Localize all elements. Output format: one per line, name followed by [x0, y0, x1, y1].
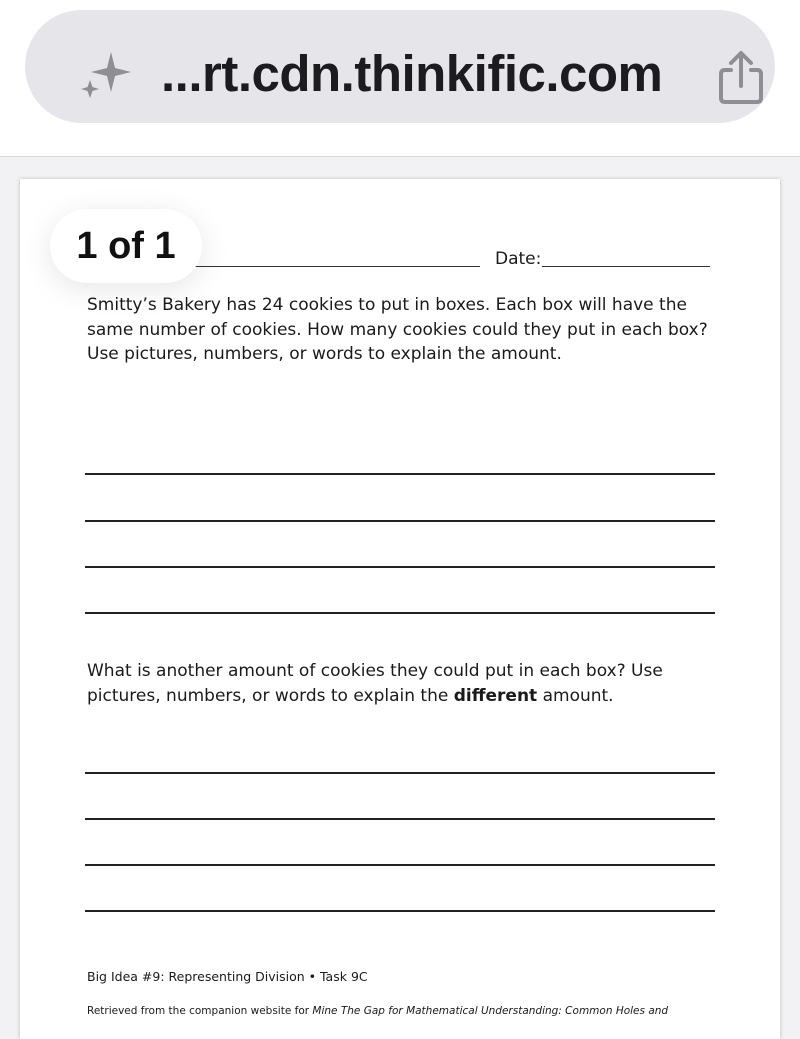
answer-line: [85, 566, 715, 568]
answer-line: [85, 818, 715, 820]
name-blank-line: [192, 266, 480, 267]
browser-toolbar: [0, 0, 800, 157]
answer-line: [85, 910, 715, 912]
question-2: [87, 659, 727, 708]
date-blank-line: [542, 266, 710, 267]
document-viewer[interactable]: [0, 157, 800, 1019]
footer-source-prefix: Retrieved from the companion website for: [87, 1005, 313, 1017]
answer-line: [85, 520, 715, 522]
answer-line: [85, 864, 715, 866]
share-icon[interactable]: [715, 50, 767, 106]
url-text[interactable]: ...rt.cdn.thinkific.com: [161, 45, 663, 102]
answer-line: [85, 772, 715, 774]
date-label: Date:: [495, 249, 542, 269]
footer-source: [87, 1005, 668, 1017]
page-indicator: 1 of 1: [50, 209, 202, 283]
question-2-text-end: amount.: [537, 685, 614, 706]
answer-line: [85, 473, 715, 475]
footer-source-title: Mine The Gap for Mathematical Understanding: Common Holes and: [312, 1005, 669, 1017]
worksheet-page: [20, 179, 780, 1039]
question-1: Smitty’s Bakery has 24 cookies to put in boxes. Each box will have the same number of cookies. How many cookies could they put in each box? Use pictures, numbers, or words to explain the amount.: [87, 295, 708, 364]
answer-line: [85, 612, 715, 614]
sparkle-icon[interactable]: [77, 50, 133, 102]
address-bar[interactable]: [25, 10, 775, 123]
question-2-emphasis: different: [453, 685, 538, 706]
question-2-text: What is another amount of cookies they could put in each box? Use pictures, numbers, or words to explain the: [87, 661, 663, 706]
footer-task-label: Big Idea #9: Representing Division • Task 9C: [87, 969, 368, 984]
